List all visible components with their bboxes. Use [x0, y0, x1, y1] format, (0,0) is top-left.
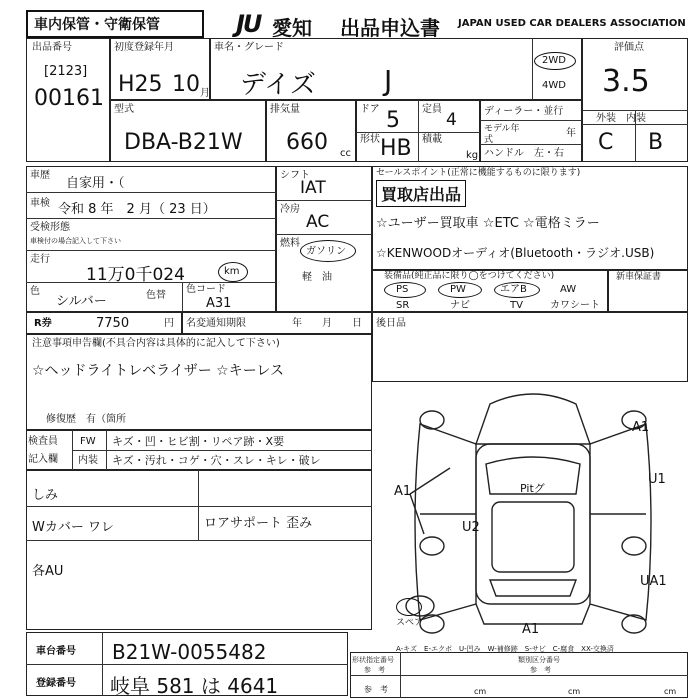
inspector-mid [72, 450, 372, 451]
interior-value: B [648, 130, 664, 155]
cm-1: cm [474, 687, 487, 696]
remarks-box [26, 470, 372, 630]
remarks-line2 [26, 540, 372, 541]
shift-divider [276, 200, 372, 201]
color-split [182, 282, 183, 312]
entry-label: 記入欄 [28, 454, 58, 465]
load-unit: kg [466, 150, 479, 161]
capacity-value: 4 [446, 110, 457, 130]
spec-row1 [350, 675, 688, 676]
history-divider [26, 192, 276, 193]
diag-ua1: UA1 [640, 574, 667, 589]
first-reg-month: 10 [172, 72, 200, 97]
eq-sr: SR [396, 300, 410, 311]
capacity-label: 定員 [422, 104, 442, 115]
inspection-divider [26, 218, 276, 219]
receipt-divider [26, 250, 276, 251]
color-code-value: A31 [206, 296, 232, 311]
lot-label: 出品番号 [32, 42, 72, 53]
first-reg-month-unit: 月 [200, 88, 210, 99]
diag-pit: Pitグ [520, 482, 545, 495]
shape-spec-label: 形状指定番号 [352, 656, 394, 664]
chassis-value: B21W-0055482 [112, 640, 267, 664]
shift-value: IAT [300, 178, 326, 198]
cm-3: cm [664, 687, 677, 696]
receipt-note: 車検付の場合記入して下さい [30, 237, 121, 245]
cooler-label: 冷房 [280, 204, 300, 215]
exterior-value: C [598, 130, 614, 155]
name-change-month: 月 [322, 318, 332, 329]
lot-small-value: [2123] [44, 64, 88, 79]
eq-tv: TV [510, 300, 523, 311]
recycle-value: 7750 [96, 316, 130, 331]
cooler-divider [276, 234, 372, 235]
doors-label: ドア [360, 104, 380, 115]
fw-label: FW [80, 436, 96, 447]
back-number-label: 後日品 [376, 318, 406, 329]
shape-label: 形状 [360, 134, 380, 145]
handle-label: ハンドル 左・右 [484, 148, 564, 159]
name-change-year: 年 [292, 318, 302, 329]
eq-aw: AW [560, 284, 577, 295]
note-line1: ☆ヘッドライトレベライザー ☆キーレス [32, 363, 285, 379]
storage-label: 車内保管・守衛保管 [26, 10, 204, 38]
spare-circle [396, 598, 422, 616]
interior-label: 内装 [78, 455, 98, 466]
awd4-label: 4WD [542, 80, 566, 91]
color-label: 色 [30, 286, 40, 297]
diag-a1-l: A1 [394, 484, 412, 499]
color-value: シルバー [56, 294, 107, 309]
ext-int-split [635, 110, 636, 162]
sheet-title: 出品申込書 [340, 16, 440, 40]
warranty-label: 新車保証書 [616, 272, 662, 282]
ext-int-label: 外装 内装 [596, 113, 646, 124]
remark4: 各AU [32, 564, 64, 579]
model-year-unit: 年 [566, 128, 576, 139]
remark2: Wカバー ワレ [32, 520, 114, 535]
fw-items: キズ・凹・ヒビ割・リペア跡・X要 [112, 435, 285, 448]
association-english: JAPAN USED CAR DEALERS ASSOCIATION [458, 18, 686, 29]
name-change-label: 名変通知期限 [186, 318, 246, 329]
recycle-unit: 円 [164, 318, 174, 329]
diesel-label: 軽 油 [302, 272, 332, 283]
eq-navi: ナビ [450, 300, 470, 311]
remarks-line1 [26, 506, 372, 507]
car-name-label: 車名・グレード [214, 42, 284, 53]
inspector-label: 検査員 [28, 436, 58, 447]
first-reg-year: H25 [118, 72, 163, 97]
notes-header: 注意事項申告欄(不具合内容は具体的に記入して下さい) [32, 338, 280, 349]
reg-value: 岐阜 581 は 4641 [110, 674, 279, 698]
chassis-split [102, 632, 103, 696]
remarks-split [198, 470, 199, 540]
interior-items: キズ・汚れ・コゲ・穴・スレ・キレ・破レ [112, 454, 321, 467]
first-reg-label: 初度登録年月 [114, 42, 174, 53]
diag-u1: U1 [648, 472, 666, 487]
car-name-value: デイズ [240, 70, 316, 100]
name-change-day: 日 [352, 318, 362, 329]
eq-sheet: カワシート [550, 300, 600, 311]
cm-2: cm [568, 687, 581, 696]
dealer-divider1 [480, 120, 582, 121]
color-code-label: 色コード [186, 284, 226, 295]
ju-logo: JU [236, 10, 261, 38]
receipt-label: 受検形態 [30, 222, 70, 233]
model-label: 型式 [114, 104, 134, 115]
remark3: ロアサポート 歪み [204, 516, 313, 531]
diag-a1-tr: A1 [632, 420, 650, 435]
mileage-label: 走行 [30, 254, 50, 265]
dealer-divider2 [480, 144, 582, 145]
rating-label: 評価点 [614, 42, 644, 53]
load-label: 積載 [422, 134, 442, 145]
history-label: 車歴 [30, 170, 50, 181]
doors-value: 5 [386, 108, 400, 133]
shape-value: HB [380, 136, 412, 161]
shift-label: シフト [280, 170, 310, 181]
eq-ps: PS [396, 284, 409, 295]
grade-value: J [384, 64, 393, 97]
rating-value: 3.5 [602, 64, 650, 99]
diag-u2: U2 [462, 520, 480, 535]
displacement-label: 排気量 [270, 104, 300, 115]
eq-pw: PW [450, 284, 466, 295]
doors-split [418, 100, 419, 162]
back-number-box [372, 312, 688, 382]
mileage-value: 11万0千024 [86, 265, 185, 285]
model-value: DBA-B21W [124, 130, 243, 155]
awd-divider [532, 38, 533, 100]
diag-a1-b: A1 [522, 622, 540, 637]
inspection-label: 車検 [30, 198, 50, 209]
fuel-label: 燃料 [280, 238, 300, 249]
mileage-divider [26, 282, 276, 283]
remark1: しみ [32, 488, 59, 503]
class-spec-label: 類別区分番号 [518, 656, 560, 664]
mileage-unit: km [224, 266, 240, 277]
recycle-label: R券 [34, 318, 52, 329]
inspection-value: 令和 8 年 2 月（ 23 日） [58, 202, 216, 217]
class-spec-ref: 参 考 [530, 666, 551, 674]
repair-history: 修復歴 有（箇所 [46, 414, 126, 425]
sales-line1: ☆ユーザー買取車 ☆ETC ☆電格ミラー [376, 216, 600, 231]
displacement-value: 660 [286, 130, 328, 155]
eq-ac: エアB [500, 284, 527, 295]
lot-value: 00161 [34, 86, 104, 111]
sales-label: セールスポイント(正常に機能するものに限ります) [376, 168, 581, 178]
model-year-label: モデル年式 [484, 124, 520, 145]
reg-label: 登録番号 [36, 678, 76, 689]
spare-label: スペア [396, 618, 424, 628]
color-swap-label: 色替 [146, 290, 166, 301]
shape-spec-ref: 参 考 [364, 666, 385, 674]
sales-line2: ☆KENWOODオーディオ(Bluetooth・ラジオ.USB) [376, 246, 655, 260]
equipment-label: 装備品(純正品に限り◯をつけてください) [384, 271, 555, 281]
dealer-label: ディーラー・並行 [484, 106, 564, 117]
gas-label: ガソリン [306, 246, 346, 257]
chassis-divider [26, 664, 348, 665]
association-name: 愛知 [272, 16, 312, 40]
displacement-unit: cc [340, 148, 351, 159]
awd2-label: 2WD [542, 55, 566, 66]
damage-legend: A-キズ E-エクボ U-凹み W-補修跡 S-サビ C-腐食 XX-交換済 [396, 645, 614, 653]
cooler-value: AC [306, 212, 330, 232]
sales-title: 買取店出品 [376, 180, 466, 207]
ref-label-1: 参 考 [364, 685, 388, 694]
chassis-label: 車台番号 [36, 646, 76, 657]
history-value: 自家用・（ [66, 176, 125, 191]
